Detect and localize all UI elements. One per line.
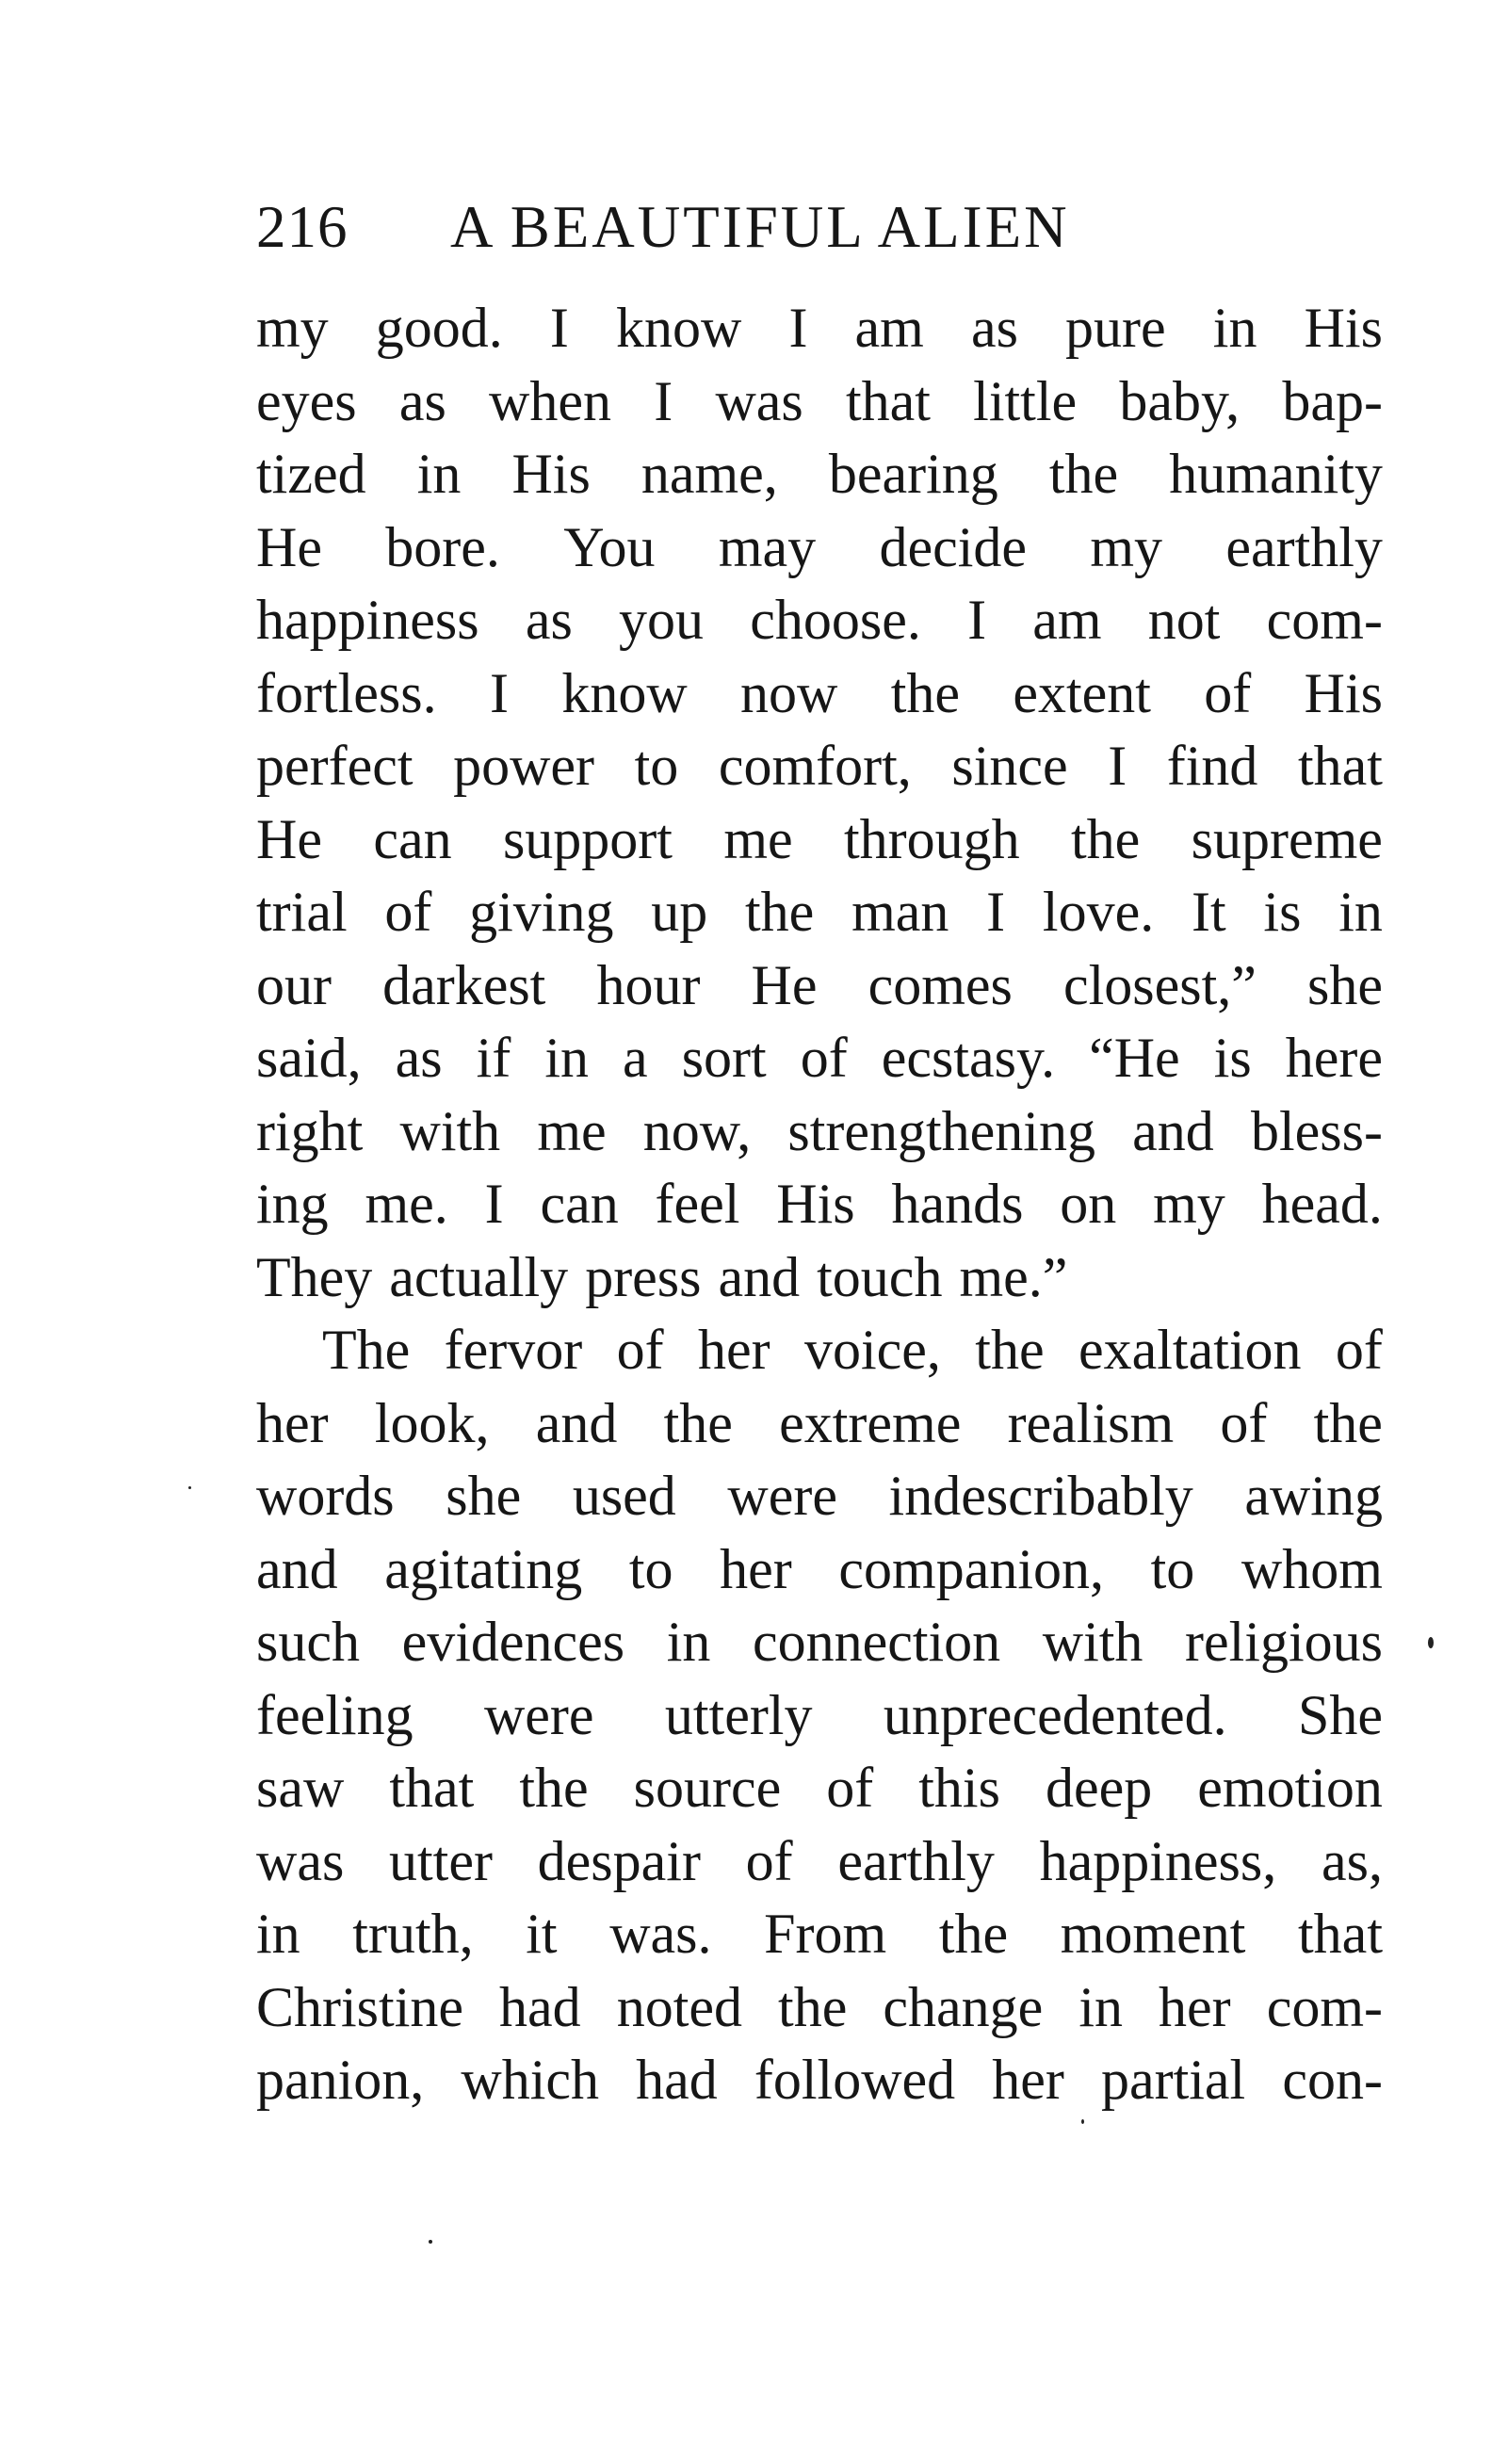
text-line: He can support me through the supreme [256, 807, 1383, 870]
text-line: was utter despair of earthly happiness, as, [256, 1829, 1383, 1892]
paragraph [256, 1314, 1383, 2117]
print-speck [188, 1486, 191, 1489]
text-line: said, as if in a sort of ecstasy. “He is here [256, 1027, 1383, 1089]
page-number: 216 [256, 194, 349, 260]
text-line: happiness as you choose. I am not com- [256, 589, 1383, 651]
text-line: right with me now, strengthening and bless- [256, 1099, 1383, 1162]
text-line: trial of giving up the man I love. It is in [256, 881, 1383, 943]
running-head [256, 185, 1387, 269]
text-line: her look, and the extreme realism of the [256, 1391, 1383, 1454]
text-line: tized in His name, bearing the humanity [256, 443, 1383, 505]
text-line: and agitating to her companion, to whom [256, 1537, 1383, 1600]
text-line: The fervor of her voice, the exaltation of [322, 1319, 1383, 1381]
text-line: fortless. I know now the extent of His [256, 661, 1383, 724]
text-line: Christine had noted the change in her com- [256, 1975, 1383, 2038]
text-line: in truth, it was. From the moment that [256, 1903, 1383, 1965]
text-line: ing me. I can feel His hands on my head. [256, 1173, 1383, 1235]
text-line: feeling were utterly unprecedented. She [256, 1683, 1383, 1746]
print-speck [1428, 1637, 1434, 1648]
text-line: my good. I know I am as pure in His [256, 297, 1383, 359]
text-line: panion, which had followed her partial con- [256, 2049, 1383, 2111]
text-line: saw that the source of this deep emotion [256, 1757, 1383, 1819]
print-speck [1081, 2119, 1084, 2124]
text-line: our darkest hour He comes closest,” she [256, 953, 1383, 1016]
text-line: They actually press and touch me.” [256, 1245, 1068, 1308]
text-line: words she used were indescribably awing [256, 1465, 1383, 1527]
book-title: A BEAUTIFUL ALIEN [450, 194, 1070, 260]
body-text [256, 292, 1383, 2117]
text-line: eyes as when I was that little baby, bap- [256, 369, 1383, 432]
text-line: such evidences in connection with religious [256, 1611, 1383, 1673]
paragraph [256, 292, 1383, 1314]
text-line: perfect power to comfort, since I find that [256, 735, 1383, 797]
print-speck [429, 2240, 432, 2244]
text-line: He bore. You may decide my earthly [256, 515, 1383, 578]
